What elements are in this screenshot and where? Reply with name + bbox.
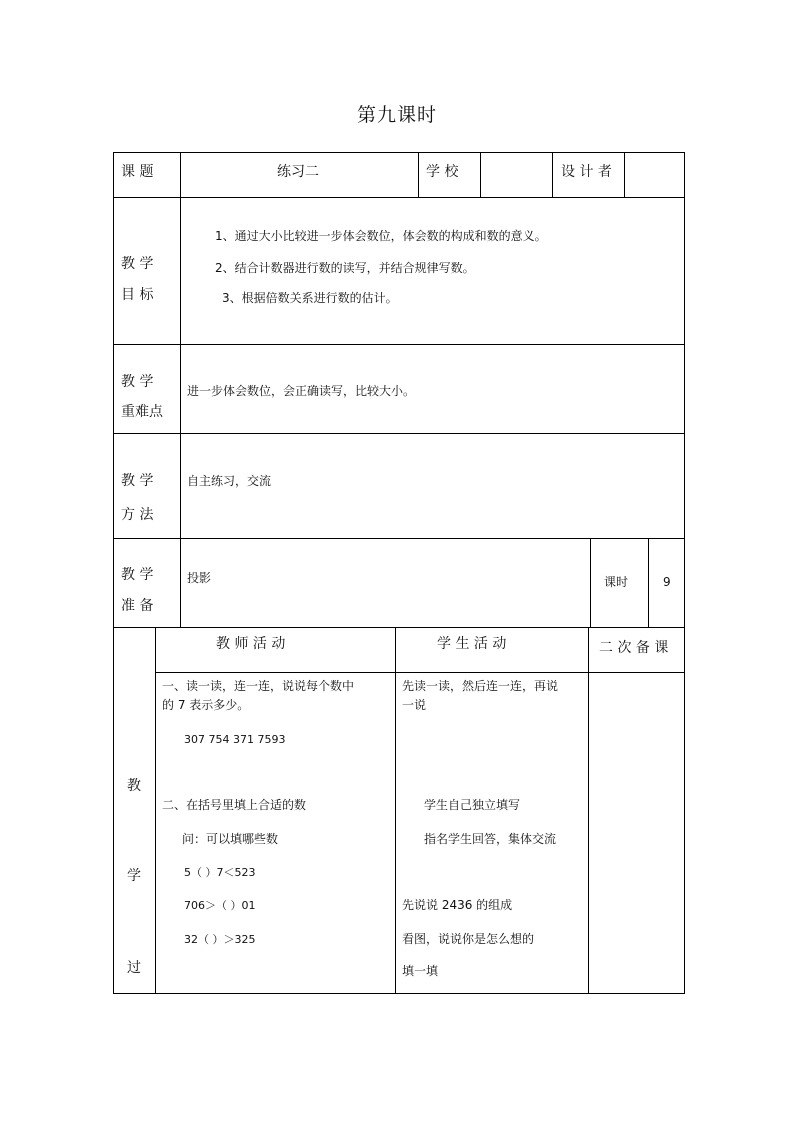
teacher-line: 的 7 表示多少。: [162, 698, 250, 712]
goals-label-1: 教 学: [121, 256, 154, 272]
process-label-process: 过: [127, 960, 141, 976]
key-points-label-2: 重难点: [121, 404, 163, 420]
designer-label: 设 计 者: [561, 164, 612, 180]
period-value: 9: [663, 575, 671, 589]
period-label: 课时: [604, 575, 629, 589]
topic-label: 课 题: [121, 164, 154, 180]
method-label-2: 方 法: [121, 507, 154, 523]
topic-value: 练习二: [277, 164, 319, 180]
school-label: 学 校: [426, 164, 459, 180]
teacher-line: 307 754 371 7593: [184, 733, 286, 746]
preparation-text: 投影: [187, 571, 212, 585]
student-line: 先读一读，然后连一连，再说: [402, 679, 559, 693]
method-label-1: 教 学: [121, 473, 154, 489]
page-title: 第九课时: [356, 104, 437, 126]
teacher-line: 二、在括号里填上合适的数: [162, 798, 307, 812]
process-label-teach: 教: [127, 778, 141, 794]
teacher-activity-header: 教 师 活 动: [216, 636, 286, 652]
teacher-line: 32（ ）＞325: [184, 933, 256, 946]
teacher-line: 问：可以填哪些数: [182, 832, 279, 846]
process-label-learn: 学: [127, 868, 141, 884]
teacher-line: 706＞（ ）01: [184, 899, 256, 912]
goal-item-3: 3、根据倍数关系进行数的估计。: [222, 291, 398, 305]
student-line: 看图，说说你是怎么想的: [402, 932, 535, 946]
student-line: 一说: [402, 698, 427, 712]
student-line: 学生自己独立填写: [424, 798, 521, 812]
student-activity-header: 学 生 活 动: [437, 636, 507, 652]
second-prep-header: 二 次 备 课: [599, 640, 669, 656]
goal-item-1: 1、通过大小比较进一步体会数位，体会数的构成和数的意义。: [215, 229, 547, 243]
student-line: 指名学生回答，集体交流: [424, 832, 557, 846]
method-text: 自主练习，交流: [187, 474, 272, 488]
teacher-line: 一、读一读，连一连，说说每个数中: [162, 679, 355, 693]
key-points-label-1: 教 学: [121, 374, 154, 390]
key-points-text: 进一步体会数位，会正确读写，比较大小。: [187, 384, 416, 398]
goal-item-2: 2、结合计数器进行数的读写，并结合规律写数。: [215, 261, 475, 275]
student-line: 填一填: [402, 964, 439, 978]
teacher-line: 5（ ）7＜523: [184, 866, 256, 879]
goals-label-2: 目 标: [121, 287, 154, 303]
student-line: 先说说 2436 的组成: [402, 898, 513, 912]
preparation-label-1: 教 学: [121, 567, 154, 583]
preparation-label-2: 准 备: [121, 598, 154, 614]
